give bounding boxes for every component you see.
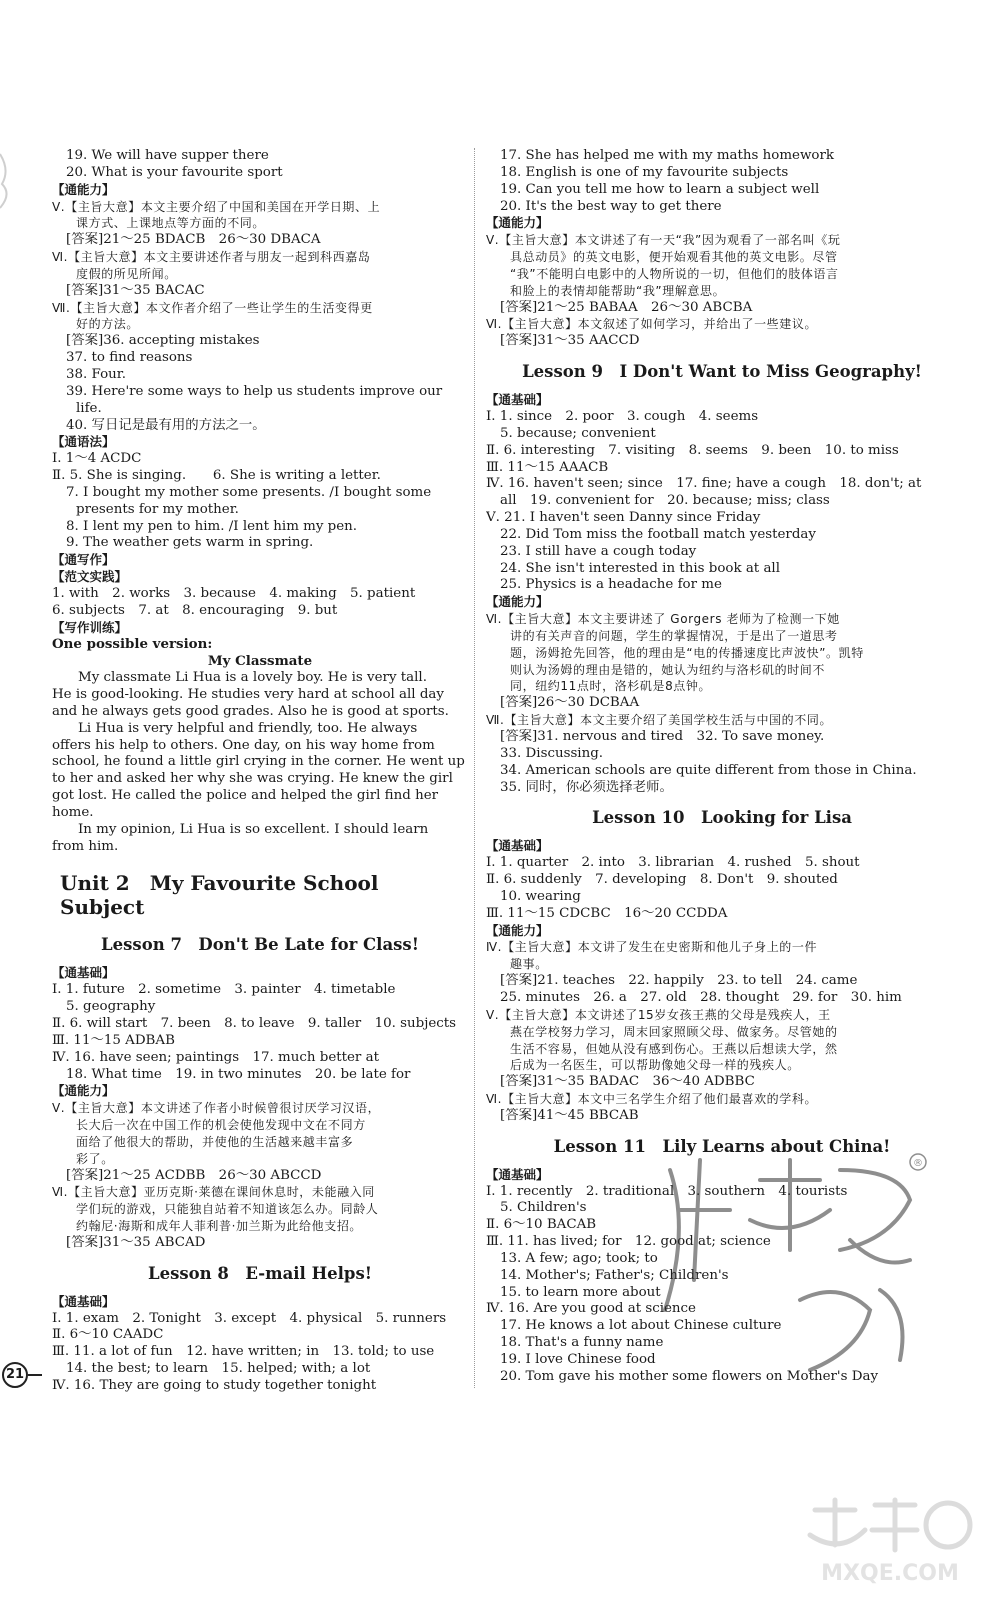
answer-line: 9. The weather gets warm in spring.	[66, 535, 314, 551]
answer-line: Ⅰ. 1. exam 2. Tonight 3. except 4. physical 5. runners	[52, 1310, 447, 1326]
section-heading: 【通基础】	[52, 965, 115, 981]
essay-line: to her and asked her why she was crying. He knew the girl	[52, 771, 453, 787]
section-heading: 【通基础】	[486, 392, 549, 408]
essay-line: Li Hua is very helpful and friendly, too. He always	[78, 720, 418, 736]
unit-title: Unit 2 My Favourite School Subject	[60, 871, 379, 920]
section-heading: 【通基础】	[486, 1166, 549, 1182]
section-heading: 【通语法】	[52, 434, 115, 450]
answer-line: 18. What time 19. in two minutes 20. be late for	[66, 1066, 411, 1082]
answer-line: 好的方法。	[76, 317, 140, 332]
page-number-label: 21	[2, 1362, 28, 1388]
answer-line: 5. because; convenient	[500, 425, 656, 441]
answer-line: Ⅳ.【主旨大意】本文讲了发生在史密斯和他儿子身上的一件	[486, 940, 818, 955]
corner-decoration	[0, 150, 14, 210]
answer-line: 则认为汤姆的理由是错的，她认为纽约与洛杉矶的时间不	[510, 662, 826, 677]
answer-line: 5. geography	[66, 999, 156, 1015]
answer-line: 24. She isn't interested in this book at all	[500, 560, 780, 576]
answer-line: Ⅵ.【主旨大意】本文主要讲述作者与朋友一起到科西嘉岛	[52, 250, 371, 265]
essay-line: home.	[52, 804, 94, 820]
answer-line: Ⅰ. 1. since 2. poor 3. cough 4. seems	[486, 408, 759, 424]
answer-line: 长大后一次在中国工作的机会使他发现中文在不同方	[76, 1118, 366, 1133]
answer-line: Ⅰ. 1. quarter 2. into 3. librarian 4. rushed 5. shout	[486, 855, 860, 871]
answer-line: Ⅴ.【主旨大意】本文讲述了作者小时候曾很讨厌学习汉语，	[52, 1101, 381, 1116]
answer-line: 14. Mother's; Father's; Children's	[500, 1267, 729, 1283]
right-column	[486, 148, 958, 1386]
answer-line: [答案]21～25 BABAA 26～30 ABCBA	[500, 299, 753, 315]
answer-line: “我”不能明白电影中的人物所说的一切，但他们的肢体语言	[510, 266, 839, 281]
answer-line: Ⅴ.【主旨大意】本文讲述了有一天“我”因为观看了一部名叫《玩	[486, 233, 841, 248]
answer-line: 面给了他很大的帮助，并使他的生活越来越丰富多	[76, 1134, 354, 1149]
section-heading: 【通基础】	[486, 838, 549, 854]
answer-line: 17. He knows a lot about Chinese culture	[500, 1318, 782, 1334]
answer-line: 10. wearing	[500, 888, 581, 904]
answer-line: 生活不容易，但她从没有感到伤心。王燕以后想读大学，然	[510, 1041, 838, 1056]
answer-line: Ⅲ. 11. has lived; for 12. good at; science	[486, 1234, 771, 1250]
answer-line: 1. with 2. works 3. because 4. making 5. patient	[52, 585, 416, 601]
answer-line: 度假的所见所闻。	[76, 266, 177, 281]
answer-line: Ⅰ. 1～4 ACDC	[52, 451, 142, 467]
answer-line: 20. What is your favourite sport	[66, 164, 283, 180]
lesson-title: Lesson 10 Looking for Lisa	[592, 808, 852, 828]
answer-line: 彩了。	[76, 1151, 114, 1166]
essay-line: In my opinion, Li Hua is so excellent. I should learn	[78, 821, 429, 837]
answer-line: 燕在学校努力学习，周末回家照顾父母、做家务。尽管她的	[510, 1024, 838, 1039]
svg-text:®: ®	[913, 1158, 923, 1169]
answer-line: life.	[76, 400, 102, 416]
answer-line: Ⅵ.【主旨大意】本文主要讲述了 Gorgers 老师为了检测一下她	[486, 612, 840, 627]
answer-line: [答案]36. accepting mistakes	[66, 333, 260, 349]
section-heading: 【通能力】	[52, 1083, 115, 1099]
left-column	[52, 148, 468, 1395]
column-divider	[474, 148, 475, 1388]
answer-line: [答案]31～35 AACCD	[500, 333, 640, 349]
answer-line: One possible version:	[52, 636, 213, 653]
essay-line: My classmate Li Hua is a lovely boy. He is very tall.	[78, 670, 427, 686]
answer-line: 20. It's the best way to get there	[500, 198, 722, 214]
answer-line: 趣事。	[510, 957, 548, 972]
essay-line: offers his help to others. One day, on his way home from	[52, 737, 435, 753]
answer-line: Ⅱ. 5. She is singing. 6. She is writing a letter.	[52, 468, 381, 484]
answer-line: 19. We will have supper there	[66, 148, 269, 163]
answer-line: Ⅴ.【主旨大意】本文讲述了15岁女孩王燕的父母是残疾人，王	[486, 1007, 831, 1022]
answer-line: [答案]21～25 BDACB 26～30 DBACA	[66, 232, 321, 248]
answer-line: [答案]21～25 ACDBB 26～30 ABCCD	[66, 1167, 322, 1183]
section-heading: 【通能力】	[486, 594, 549, 610]
answer-line: Ⅶ.【主旨大意】本文作者介绍了一些让学生的生活变得更	[52, 300, 373, 315]
answer-line: 19. Can you tell me how to learn a subject well	[500, 181, 820, 197]
answer-line: 和脸上的表情却能帮助“我”理解意思。	[510, 283, 726, 298]
answer-line: Ⅲ. 11. a lot of fun 12. have written; in 13. told; to use	[52, 1344, 435, 1360]
answer-line: Ⅳ. 16. haven't seen; since 17. fine; have a cough 18. don't; at	[486, 476, 922, 492]
section-heading: 【写作训练】	[52, 619, 128, 635]
answer-line: Ⅰ. 1. future 2. sometime 3. painter 4. timetable	[52, 982, 396, 998]
essay-title: My Classmate	[207, 653, 313, 670]
lesson-title: Lesson 7 Don't Be Late for Class!	[101, 935, 419, 955]
answer-line: Ⅵ.【主旨大意】本文叙述了如何学习，并给出了一些建议。	[486, 317, 818, 332]
answer-line: Ⅱ. 6. suddenly 7. developing 8. Don't 9. shouted	[486, 872, 838, 888]
answer-line: 18. That's a funny name	[500, 1335, 664, 1351]
answer-line: 7. I bought my mother some presents. /I bought some	[66, 484, 432, 500]
section-heading: 【通基础】	[52, 1293, 115, 1309]
answer-line: 34. American schools are quite different from those in China.	[500, 762, 917, 778]
answer-line: Ⅱ. 6～10 BACAB	[486, 1217, 597, 1233]
answer-line: Ⅱ. 6. interesting 7. visiting 8. seems 9. been 10. to miss	[486, 442, 899, 458]
section-heading: 【通写作】	[52, 552, 115, 568]
essay-line: He is good-looking. He studies very hard at school all day	[52, 687, 444, 702]
section-heading: 【通能力】	[486, 922, 549, 938]
answer-line: 13. A few; ago; took; to	[500, 1250, 658, 1266]
answer-line: all 19. convenient for 20. because; miss; class	[500, 493, 830, 509]
answer-line: 33. Discussing.	[500, 745, 604, 761]
answer-line: 5. Children's	[500, 1200, 587, 1216]
answer-line: Ⅳ. 16. Are you good at science	[486, 1301, 696, 1317]
answer-line: 20. Tom gave his mother some flowers on Mother's Day	[500, 1368, 879, 1384]
answer-line: Ⅲ. 11～15 AAACB	[486, 459, 609, 475]
lesson-title: Lesson 8 E-mail Helps!	[148, 1263, 372, 1283]
answer-line: 同，纽约11点时，洛杉矶是8点钟。	[510, 679, 712, 694]
answer-line: [答案]31～35 BADAC 36～40 ADBBC	[500, 1074, 755, 1090]
answer-line: 8. I lent my pen to him. /I lent him my pen.	[66, 518, 358, 534]
section-heading: 【通能力】	[52, 181, 115, 197]
answer-line: 22. Did Tom miss the football match yesterday	[500, 526, 816, 542]
svg-text:MXQE.COM: MXQE.COM	[821, 1561, 959, 1586]
essay-line: from him.	[52, 838, 119, 854]
answer-line: 后成为一名医生，可以帮助像她父母一样的残疾人。	[510, 1058, 800, 1073]
answer-line: 35. 同时，你必须选择老师。	[500, 779, 673, 795]
answer-line: Ⅰ. 1. recently 2. traditional 3. southern 4. tourists	[486, 1183, 848, 1199]
answer-line: presents for my mother.	[76, 501, 239, 517]
essay-line: school, he found a little girl crying in the corner. He went up	[52, 754, 465, 770]
answer-line: Ⅲ. 11～15 ADBAB	[52, 1032, 175, 1048]
answer-line: Ⅱ. 6. will start 7. been 8. to leave 9. taller 10. subjects	[52, 1015, 457, 1031]
answer-line: 讲的有关声音的问题，学生的掌握情况，于是出了一道思考	[510, 628, 838, 643]
answer-line: [答案]31. nervous and tired 32. To save money.	[500, 729, 825, 744]
answer-line: 学们玩的游戏，只能独自站着不知道该怎么办。同龄人	[76, 1202, 379, 1217]
answer-line: 23. I still have a cough today	[500, 543, 697, 559]
answer-line: 25. Physics is a headache for me	[500, 577, 722, 593]
page-number-rule	[28, 1374, 42, 1376]
page-number	[0, 1360, 40, 1388]
answer-line: 19. I love Chinese food	[500, 1352, 656, 1367]
answer-line: 题，汤姆抢先回答，他的理由是“电的传播速度比声波快”。凯特	[510, 645, 864, 660]
answer-line: 40. 写日记是最有用的方法之一。	[66, 417, 266, 433]
essay-line: got lost. He called the police and helped the girl find her	[52, 788, 439, 804]
answer-line: Ⅶ.【主旨大意】本文主要介绍了美国学校生活与中国的不同。	[486, 713, 833, 728]
answer-line: [答案]31～35 ABCAD	[66, 1234, 206, 1250]
answer-line: 6. subjects 7. at 8. encouraging 9. but	[52, 602, 338, 618]
footer-watermark	[800, 1495, 980, 1590]
answer-line: Ⅴ. 21. I haven't seen Danny since Friday	[486, 510, 761, 526]
answer-line: Ⅳ. 16. They are going to study together tonight	[52, 1378, 377, 1393]
answer-line: Ⅵ.【主旨大意】亚历克斯·莱德在课间休息时，未能融入同	[52, 1185, 375, 1200]
answer-line: [答案]31～35 BACAC	[66, 282, 205, 298]
answer-line: 37. to find reasons	[66, 350, 193, 366]
answer-line: Ⅴ.【主旨大意】本文主要介绍了中国和美国在开学日期、上	[52, 199, 381, 214]
answer-line: 约翰尼·海斯和成年人菲利普·加兰斯为此给他支招。	[76, 1219, 363, 1234]
answer-line: 18. English is one of my favourite subjects	[500, 164, 789, 180]
answer-line: Ⅳ. 16. have seen; paintings 17. much better at	[52, 1049, 379, 1065]
answer-line: [答案]41～45 BBCAB	[500, 1107, 639, 1123]
section-heading: 【范文实践】	[52, 569, 128, 585]
answer-line: 14. the best; to learn 15. helped; with; a lot	[66, 1361, 371, 1377]
answer-line: Ⅲ. 11～15 CDCBC 16～20 CCDDA	[486, 905, 728, 921]
answer-line: Ⅱ. 6～10 CAADC	[52, 1327, 164, 1343]
answer-line: 25. minutes 26. a 27. old 28. thought 29. for 30. him	[500, 989, 902, 1005]
lesson-title: Lesson 9 I Don't Want to Miss Geography!	[522, 362, 922, 382]
lesson-title: Lesson 11 Lily Learns about China!	[553, 1136, 891, 1156]
answer-line: 17. She has helped me with my maths homework	[500, 148, 834, 163]
answer-line: 15. to learn more about	[500, 1284, 661, 1300]
answer-line: 具总动员》的英文电影，便开始观看其他的英文电影。尽管	[510, 250, 838, 265]
answer-line: 38. Four.	[66, 366, 126, 382]
answer-line: 课方式、上课地点等方面的不同。	[76, 216, 266, 231]
section-heading: 【通能力】	[486, 215, 549, 231]
answer-line: 39. Here're some ways to help us students improve our	[66, 383, 443, 399]
answer-line: Ⅵ.【主旨大意】本文中三名学生介绍了他们最喜欢的学科。	[486, 1092, 818, 1107]
answer-line: [答案]21. teaches 22. happily 23. to tell 24. came	[500, 973, 858, 989]
answer-line: [答案]26～30 DCBAA	[500, 695, 640, 711]
essay-line: and he always gets good grades. Also he is good at sports.	[52, 703, 449, 719]
